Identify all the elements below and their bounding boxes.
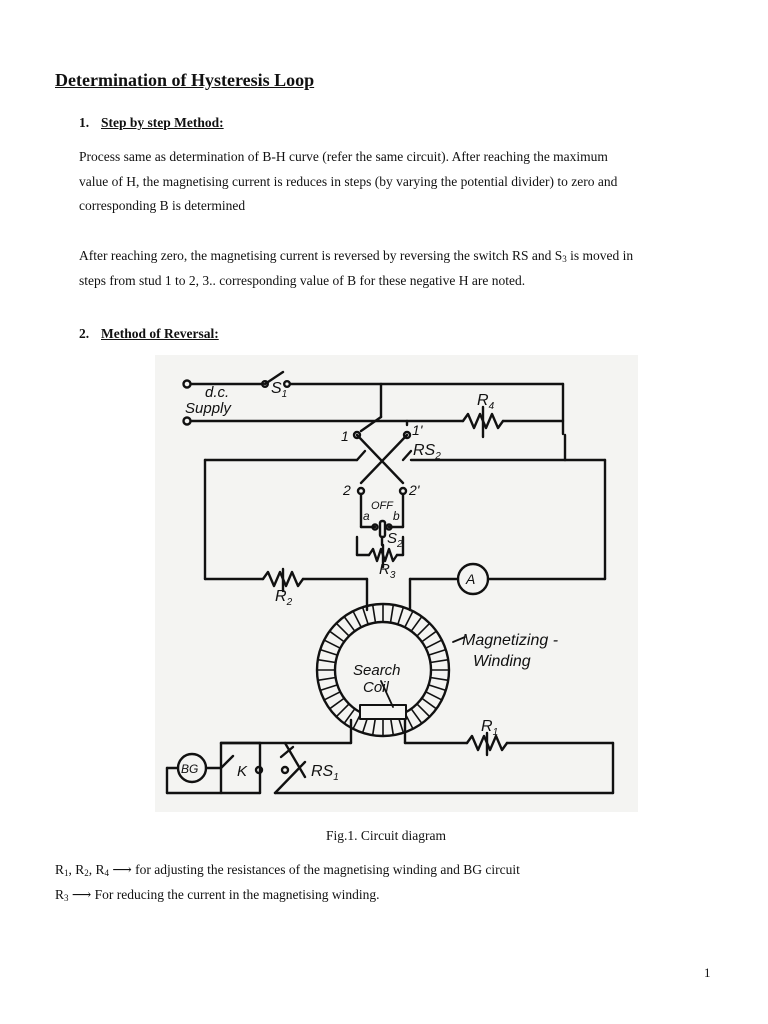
text-run: ⟶ For reducing the current in the magnetising winding. [68, 887, 380, 902]
winding-turn [344, 617, 355, 632]
wire [361, 417, 381, 431]
supply-terminal-top [184, 381, 191, 388]
section-2-number: 2. [79, 326, 90, 341]
winding-turn [318, 660, 336, 663]
winding-turn [429, 650, 446, 656]
subscript: 4 [104, 868, 110, 878]
label-r1: $R_1$ [481, 718, 499, 738]
paragraph-line: Process same as determination of B-H curve (refer the same circuit). After reaching the maximum [79, 149, 608, 164]
winding-turn [324, 692, 340, 700]
note-line-2 [55, 887, 380, 903]
winding-turn [411, 617, 422, 632]
winding-turn [426, 640, 442, 648]
label-b: b [393, 509, 400, 523]
subscript: 3 [64, 893, 69, 903]
figure-caption: Fig.1. Circuit diagram [326, 828, 446, 843]
winding-turn [373, 717, 376, 735]
winding-turn [318, 678, 336, 681]
label-r4: $R_4$ [477, 392, 495, 412]
rs2-blade-right [403, 451, 411, 460]
bg-label: BG [181, 762, 199, 776]
winding-turn [429, 685, 446, 691]
subscript: 1 [64, 868, 69, 878]
winding-turn [398, 607, 404, 624]
circuit-diagram [155, 355, 638, 812]
winding-turn [353, 611, 361, 627]
winding-turn [411, 709, 422, 724]
paragraph-line: value of H, the magnetising current is reduces in steps (by varying the potential divider) to zero and [79, 173, 618, 189]
winding-turn [336, 704, 349, 717]
label-stud-1: 1 [341, 428, 349, 444]
winding-turn [417, 704, 430, 717]
rs2-blade-left [357, 451, 365, 460]
winding-turn [405, 611, 413, 627]
label-k: K [237, 763, 248, 780]
label-stud-2prime: 2' [409, 482, 420, 498]
circuit-diagram-svg [155, 355, 638, 812]
section-2-title: Method of Reversal: [101, 326, 219, 341]
section-1-heading [79, 115, 224, 131]
label-dc: d.c. [205, 384, 230, 401]
label-stud-1prime: 1' [412, 422, 423, 438]
winding-turn [324, 640, 340, 648]
label-r2: $R_2$ [275, 588, 293, 608]
label-rs1: $RS_1$ [311, 763, 339, 783]
section-2-heading [79, 326, 219, 342]
winding-turn [373, 605, 376, 623]
note-line-1 [55, 862, 520, 878]
supply-terminal-bottom [184, 418, 191, 425]
text-run: ⟶ for adjusting the resistances of the magnetising winding and BG circuit [109, 862, 520, 877]
label-search: Search [353, 662, 401, 679]
key-k-blade [221, 756, 233, 768]
page-number: 1 [704, 965, 711, 980]
label-rs2: $RS_2$ [413, 442, 441, 462]
ammeter-label: A [466, 571, 476, 587]
s2-selector [380, 521, 385, 537]
label-stud-2: 2 [343, 482, 351, 498]
winding-turn [417, 623, 430, 636]
winding-turn [320, 685, 337, 691]
paragraph-line: corresponding B is determined [79, 198, 246, 213]
search-coil [360, 705, 406, 719]
label-coil: Coil [363, 679, 389, 696]
rs1-stud [282, 767, 288, 773]
winding-turn [330, 631, 345, 642]
subscript: 3 [562, 254, 567, 264]
label-a: a [363, 509, 370, 523]
text-run: , R [88, 862, 105, 877]
subscript: 2 [84, 868, 89, 878]
document-title: Determination of Hysteresis Loop [55, 70, 315, 90]
winding-turn [320, 650, 337, 656]
label-winding: Winding [473, 653, 531, 670]
rs2-cross-wire [357, 435, 403, 483]
winding-turn [391, 717, 394, 735]
section-1-number: 1. [79, 115, 90, 130]
text-run: R [55, 862, 65, 877]
winding-turn [422, 631, 437, 642]
winding-turn [391, 605, 394, 623]
label-off: OFF [371, 500, 393, 512]
label-r3: $R_3$ [379, 561, 396, 581]
winding-turn [426, 692, 442, 700]
winding-turn [422, 698, 437, 709]
rs2-cross-wire [361, 435, 407, 483]
section-1-paragraph-2 [79, 244, 729, 293]
text-run: , R [68, 862, 85, 877]
winding-turn [430, 660, 448, 663]
winding-turn [330, 698, 345, 709]
winding-turn [336, 623, 349, 636]
winding-turn [344, 709, 355, 724]
label-s2: $S_2$ [387, 530, 403, 550]
text-run: After reaching zero, the magnetising current is reversed by reversing the switch RS and S [79, 248, 563, 263]
paragraph-line [79, 244, 729, 269]
rs1-cross-wire [275, 762, 305, 793]
label-supply: Supply [185, 400, 231, 417]
text-run: R [55, 887, 65, 902]
label-magnetizing: Magnetizing - [462, 632, 559, 649]
section-1-paragraph-1 [79, 145, 729, 219]
winding-turn [430, 678, 448, 681]
paragraph-line: steps from stud 1 to 2, 3.. corresponding value of B for these negative H are noted. [79, 272, 526, 288]
text-run: is moved in [566, 248, 634, 263]
section-1-title: Step by step Method: [101, 115, 224, 130]
label-s1: $S_1$ [271, 380, 288, 400]
